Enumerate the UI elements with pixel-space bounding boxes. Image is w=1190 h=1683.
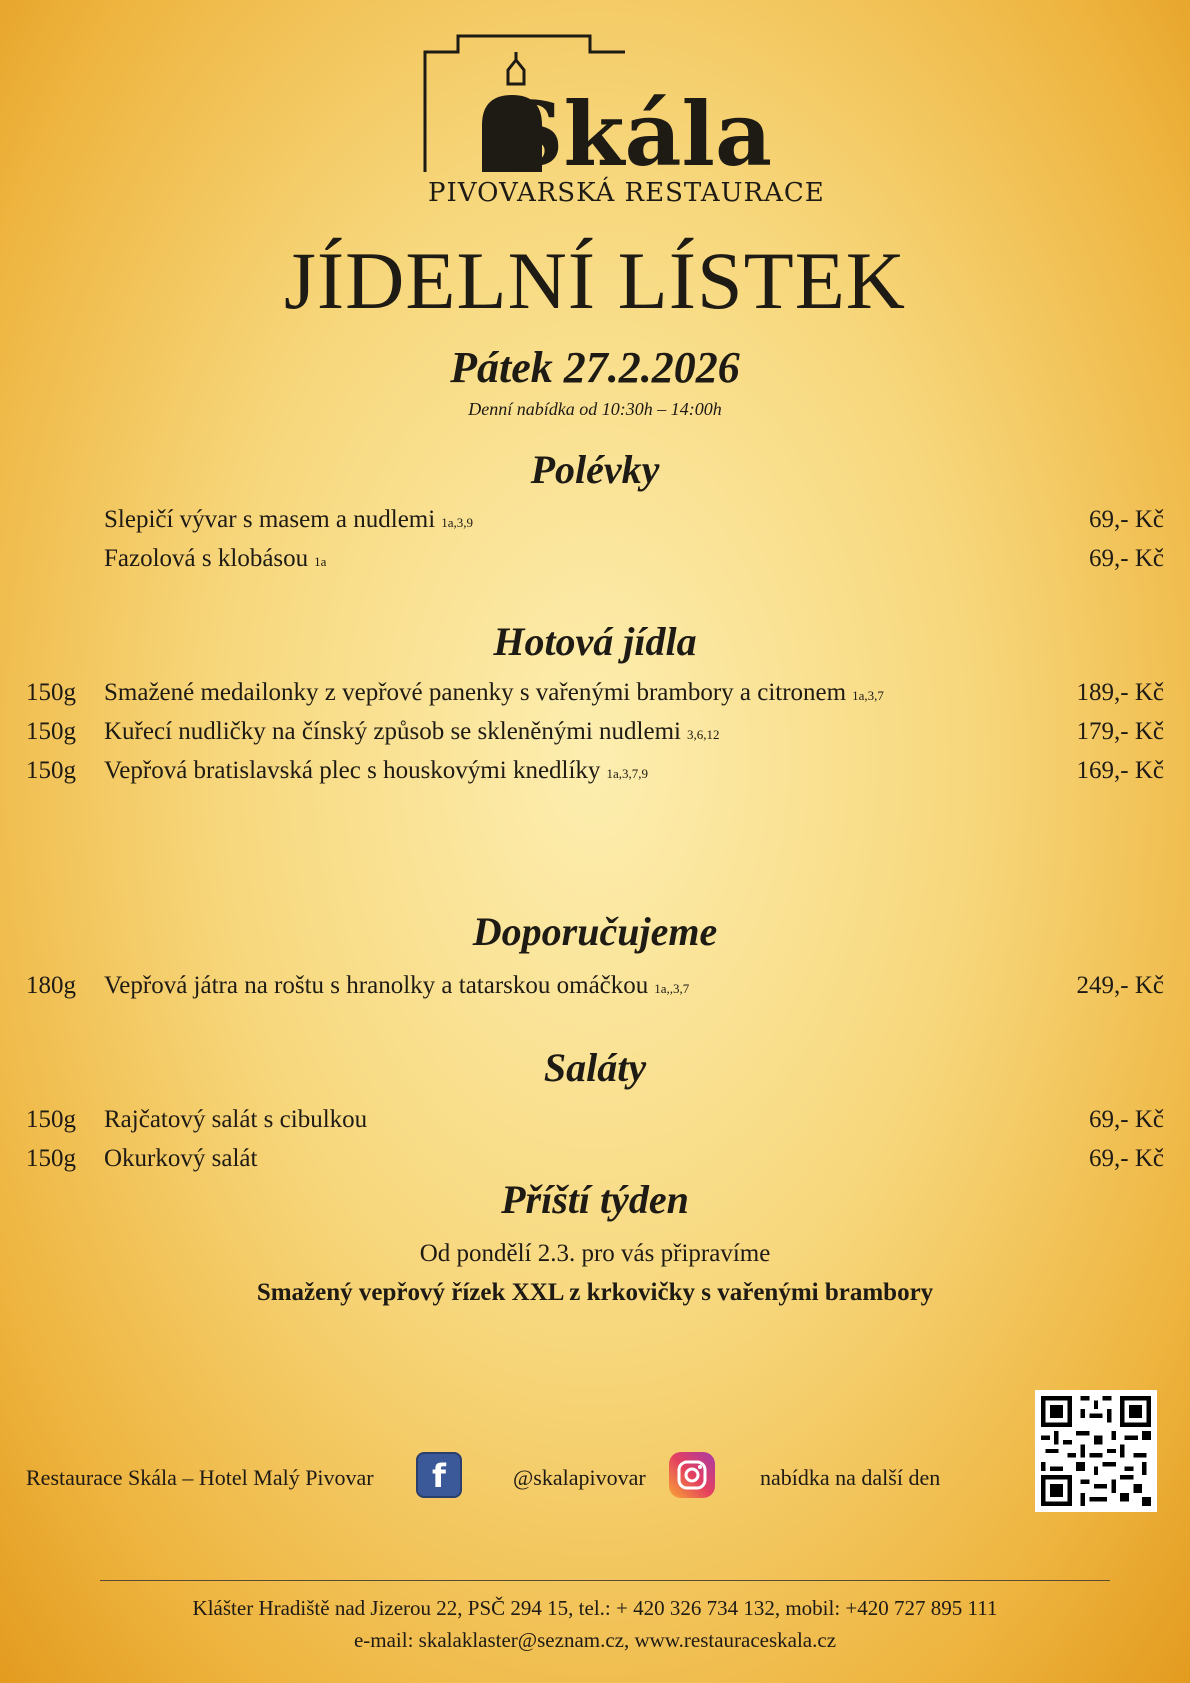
menu-item bbox=[26, 972, 1164, 1008]
logo-subtitle: PIVOVARSKÁ RESTAURACE bbox=[428, 178, 825, 208]
page-title: JÍDELNÍ LÍSTEK bbox=[283, 235, 907, 326]
item-weight: 150g bbox=[26, 1145, 76, 1172]
section-heading-next-week: Příští týden bbox=[501, 1177, 689, 1222]
logo-wordmark: Skála bbox=[500, 82, 772, 186]
footer-contact: e-mail: skalaklaster@seznam.cz, www.restauraceskala.cz bbox=[353, 1628, 837, 1652]
item-price: 69,- Kč bbox=[1089, 545, 1164, 572]
item-weight: 150g bbox=[26, 1106, 76, 1133]
item-weight: 180g bbox=[26, 972, 76, 999]
item-name: Vepřová bratislavská plec s houskovými knedlíky 1a,3,7,9 bbox=[104, 757, 648, 784]
item-allergens: 3,6,12 bbox=[686, 727, 720, 742]
item-name: Fazolová s klobásou 1a bbox=[104, 545, 327, 572]
menu-item bbox=[26, 679, 1164, 715]
item-price: 249,- Kč bbox=[1076, 972, 1164, 999]
menu-item bbox=[26, 545, 1164, 581]
menu-date: Pátek 27.2.2026 bbox=[450, 343, 740, 392]
item-weight: 150g bbox=[26, 757, 76, 784]
qr-code[interactable] bbox=[1035, 1390, 1157, 1512]
section-heading-salads: Saláty bbox=[543, 1045, 647, 1090]
item-name: Okurkový salát bbox=[104, 1145, 258, 1172]
item-allergens: 1a,3,7 bbox=[852, 688, 884, 703]
item-price: 169,- Kč bbox=[1076, 757, 1164, 784]
item-name: Kuřecí nudličky na čínský způsob se skleněnými nudlemi 3,6,12 bbox=[104, 718, 720, 745]
item-price: 69,- Kč bbox=[1089, 1106, 1164, 1133]
item-price: 179,- Kč bbox=[1076, 718, 1164, 745]
item-allergens: 1a,,3,7 bbox=[654, 981, 690, 996]
item-name: Smažené medailonky z vepřové panenky s vařenými brambory a citronem 1a,3,7 bbox=[104, 679, 884, 706]
qr-label: nabídka na další den bbox=[760, 1465, 941, 1490]
next-week-intro: Od pondělí 2.3. pro vás připravíme bbox=[419, 1240, 771, 1267]
item-price: 189,- Kč bbox=[1076, 679, 1164, 706]
item-price: 69,- Kč bbox=[1089, 1145, 1164, 1172]
item-allergens: 1a,3,7,9 bbox=[606, 766, 648, 781]
item-name: Slepičí vývar s masem a nudlemi 1a,3,9 bbox=[104, 506, 473, 533]
item-name: Vepřová játra na roštu s hranolky a tatarskou omáčkou 1a,,3,7 bbox=[104, 972, 690, 999]
item-name: Rajčatový salát s cibulkou bbox=[104, 1106, 368, 1133]
footer-divider bbox=[100, 1580, 1110, 1581]
section-heading-mains: Hotová jídla bbox=[493, 619, 697, 664]
section-heading-soups: Polévky bbox=[530, 447, 660, 492]
item-weight: 150g bbox=[26, 679, 76, 706]
instagram-label: @skalapivovar bbox=[513, 1465, 646, 1490]
footer-address: Klášter Hradiště nad Jizerou 22, PSČ 294 15, tel.: + 420 326 734 132, mobil: +420 727 895 111 bbox=[192, 1596, 998, 1620]
menu-item bbox=[26, 506, 1164, 542]
menu-item bbox=[26, 1106, 1164, 1142]
restaurant-logo bbox=[420, 30, 825, 210]
item-weight: 150g bbox=[26, 718, 76, 745]
facebook-icon[interactable]: f bbox=[416, 1452, 462, 1498]
section-heading-recommend: Doporučujeme bbox=[472, 909, 718, 954]
serving-hours: Denní nabídka od 10:30h – 14:00h bbox=[468, 399, 722, 419]
menu-item bbox=[26, 718, 1164, 754]
next-week-dish: Smažený vepřový řízek XXL z krkovičky s vařenými brambory bbox=[256, 1279, 934, 1306]
instagram-icon[interactable] bbox=[669, 1452, 715, 1498]
facebook-label: Restaurace Skála – Hotel Malý Pivovar bbox=[26, 1465, 374, 1490]
item-allergens: 1a bbox=[314, 554, 327, 569]
menu-item bbox=[26, 757, 1164, 793]
item-price: 69,- Kč bbox=[1089, 506, 1164, 533]
item-allergens: 1a,3,9 bbox=[441, 515, 473, 530]
